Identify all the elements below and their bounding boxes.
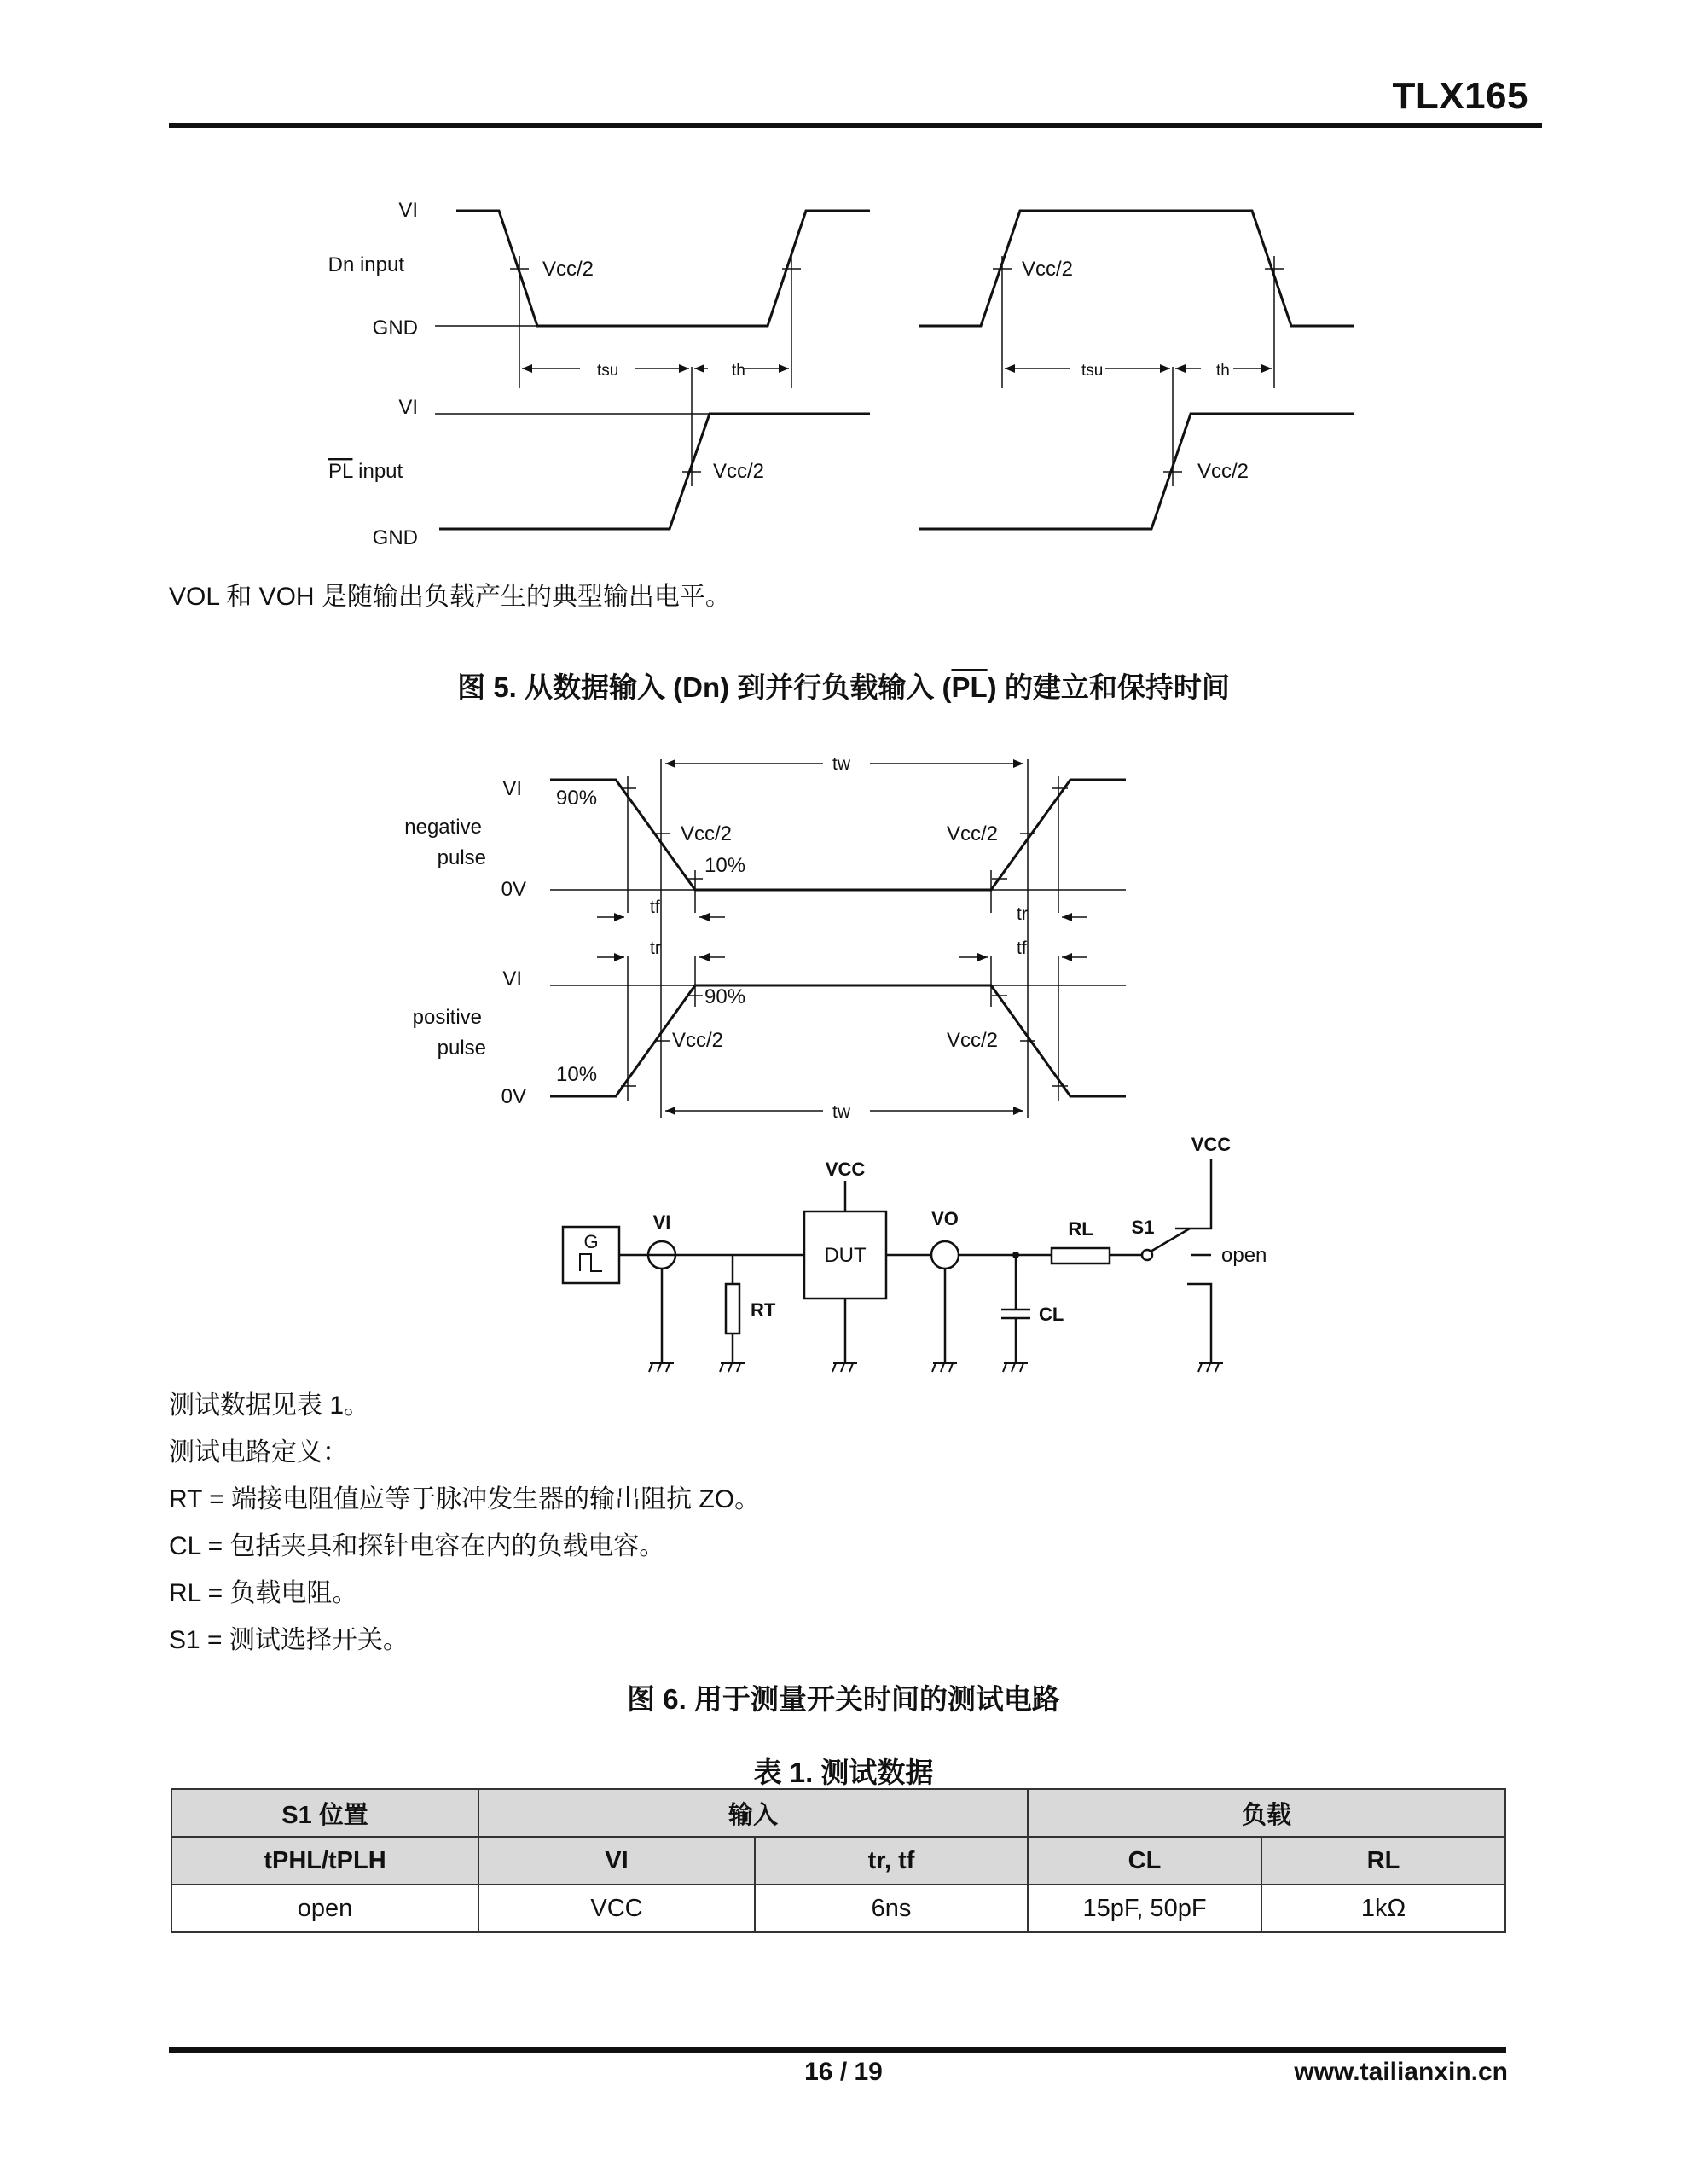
- label-tf: tf: [650, 897, 660, 917]
- table-header: S1 位置: [171, 1789, 478, 1837]
- table-1-caption: 表 1. 测试数据: [753, 1757, 934, 1788]
- label-tsu: tsu: [597, 362, 619, 380]
- label-vcc2: Vcc/2: [947, 1029, 999, 1052]
- text-line: S1 = 测试选择开关。: [169, 1626, 409, 1654]
- table-header-row: [171, 1789, 1505, 1837]
- table-cell: open: [171, 1885, 478, 1932]
- label-vi: VI: [398, 199, 418, 222]
- label-rt: RT: [751, 1299, 776, 1321]
- label-tr: tr: [1017, 904, 1028, 924]
- label-cl: CL: [1039, 1304, 1064, 1325]
- label-positive: positive: [412, 1006, 482, 1029]
- label-gnd: GND: [372, 317, 418, 340]
- text-line: 测试数据见表 1。: [169, 1391, 370, 1420]
- table-cell: 1kΩ: [1261, 1885, 1505, 1932]
- label-s1: S1: [1131, 1217, 1155, 1238]
- label-vcc: VCC: [825, 1159, 866, 1180]
- label-tw: tw: [832, 754, 850, 774]
- rl-resistor: [1052, 1248, 1110, 1263]
- table-header: 负载: [1028, 1789, 1505, 1837]
- label-10-percent: 10%: [704, 854, 746, 877]
- label-pulse: pulse: [437, 846, 486, 869]
- label-vcc2: Vcc/2: [1197, 460, 1249, 483]
- label-tw: tw: [832, 1102, 850, 1122]
- table-header: tr, tf: [755, 1837, 1028, 1885]
- label-90-percent: 90%: [704, 985, 746, 1008]
- label-tsu: tsu: [1081, 362, 1104, 380]
- figure-6-test-circuit: [0, 742, 1687, 1391]
- header-rule: [169, 123, 1542, 128]
- table-cell: 15pF, 50pF: [1028, 1885, 1261, 1932]
- document-title: TLX165: [1392, 75, 1528, 117]
- label-vi: VI: [502, 967, 522, 990]
- label-th: th: [1216, 362, 1230, 380]
- label-vcc2: Vcc/2: [947, 822, 999, 845]
- label-dn-input: Dn input: [328, 253, 404, 276]
- label-generator: G: [583, 1231, 599, 1252]
- text-line: RT = 端接电阻值应等于脉冲发生器的输出阻抗 ZO。: [169, 1485, 761, 1513]
- figure-5-caption: 图 5. 从数据输入 (Dn) 到并行负载输入 $(\overline{PL})$ 的建立和保持时间: [457, 671, 1230, 703]
- vo-probe: [931, 1241, 959, 1269]
- label-10-percent: 10%: [556, 1063, 598, 1086]
- text-line: CL = 包括夹具和探针电容在内的负载电容。: [169, 1532, 665, 1560]
- label-vcc2: Vcc/2: [672, 1029, 724, 1052]
- label-vi: VI: [502, 777, 522, 800]
- table-cell: VCC: [478, 1885, 755, 1932]
- table-header: RL: [1261, 1837, 1505, 1885]
- table-header: VI: [478, 1837, 755, 1885]
- website-url: www.tailianxin.cn: [1294, 2058, 1508, 2086]
- label-rl: RL: [1068, 1218, 1093, 1240]
- table-header: 输入: [478, 1789, 1028, 1837]
- label-vcc: VCC: [1191, 1134, 1232, 1155]
- label-th: th: [732, 362, 745, 380]
- label-pl-input: PL input: [328, 460, 403, 483]
- label-open: open: [1221, 1244, 1267, 1267]
- figure-5-timing-diagram: [0, 171, 1687, 572]
- figure-5-note: VOL 和 VOH 是随输出负载产生的典型输出电平。: [169, 583, 731, 611]
- label-negative: negative: [404, 816, 482, 839]
- label-90-percent: 90%: [556, 787, 598, 810]
- label-vcc2: Vcc/2: [542, 258, 594, 281]
- figure-6-caption: 图 6. 用于测量开关时间的测试电路: [627, 1683, 1060, 1715]
- label-gnd: GND: [372, 526, 418, 549]
- label-vi: VI: [398, 396, 418, 419]
- text-line: RL = 负载电阻。: [169, 1579, 358, 1607]
- test-data-table: [171, 1788, 1506, 1933]
- table-cell: 6ns: [755, 1885, 1028, 1932]
- label-pulse: pulse: [437, 1037, 486, 1060]
- label-vcc2: Vcc/2: [681, 822, 733, 845]
- label-0v: 0V: [501, 878, 526, 901]
- rt-resistor: [726, 1284, 739, 1333]
- label-vi: VI: [652, 1211, 671, 1233]
- label-tr: tr: [650, 938, 661, 958]
- table-header: tPHL/tPLH: [171, 1837, 478, 1885]
- footer-rule: [169, 2048, 1506, 2053]
- label-vcc2: Vcc/2: [1022, 258, 1074, 281]
- table-header: CL: [1028, 1837, 1261, 1885]
- label-tf: tf: [1017, 938, 1027, 958]
- text-line: 测试电路定义：: [169, 1438, 348, 1467]
- page-number: 16 / 19: [804, 2058, 883, 2086]
- label-vcc2: Vcc/2: [713, 460, 765, 483]
- label-0v: 0V: [501, 1085, 526, 1108]
- label-dut: DUT: [824, 1244, 867, 1267]
- table-header-row: [171, 1837, 1505, 1885]
- label-vo: VO: [931, 1208, 959, 1229]
- table-row: [171, 1885, 1505, 1932]
